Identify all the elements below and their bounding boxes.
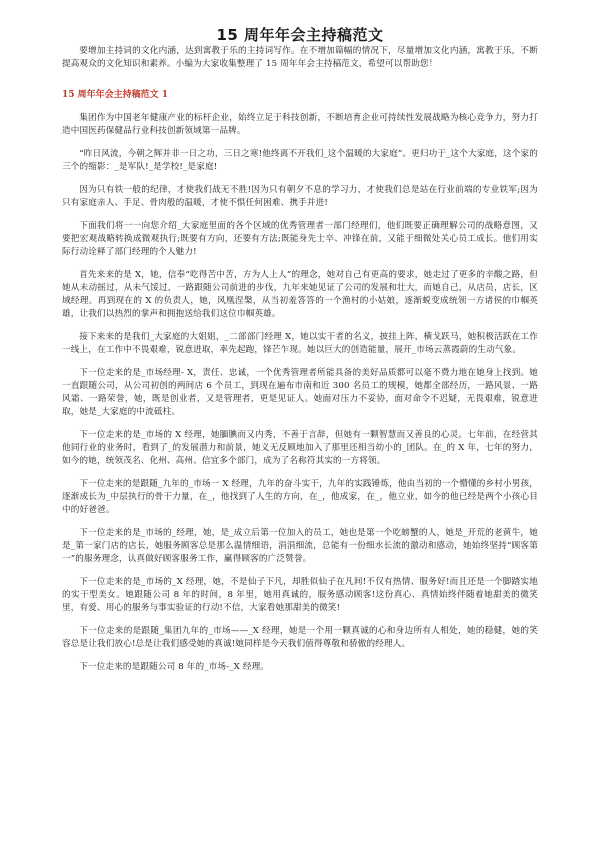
body-paragraph: 下一位走来的是跟随_集团九年的_市场——_X 经理，她是一个用一颗真诚的心和身边所有人相处，她的稳健，她的笑容总是让我们放心!总是让我们感受她的真诚!她同样是今天我们值得尊敬和骄傲的经理人。 [62, 626, 538, 649]
body-paragraph: 下一位走来的是_市场经理- X，责任、忠诚，一个优秀管理者所能具备的美好品质都可以毫不费力地在她身上找到。她一直跟随公司，从公司初创的两间店 6 个员工，到现在遍布市南和近 300 名员工的规模，她都全部经历，一路风景、一路风霜、一路荣誉，她，既是创业者，又是管理者，更是见证人。她面对压力不妥协，面对命令不迟疑，无畏艰难，锐意进取，她是_大家庭的中流砥柱。 [62, 368, 538, 417]
body-paragraph: 下面我们将一一向您介绍_大家庭里面的各个区域的优秀管理者一部门经理们，他们既要正确理解公司的战略意图，又要把宏观战略转换成微观执行;既要有方向，还要有方法;既能身先士卒、冲锋在前，又能于细微处关心员工成长。他们用实际行动诠释了部门经理的个人魅力! [62, 221, 538, 257]
body-paragraph: 下一位走来的是跟随_九年的_市场一 X 经理，九年的奋斗实干，九年的实践锤炼，他由当初的一个懵懂的乡村小男孩，逐渐成长为_中层执行的骨干力量，在_，他找到了人生的方向，在_，他成家，在_，他立业，如今的他已经是两个小孩心目中的好爸爸。 [62, 479, 538, 515]
body-paragraph: “昨日风流，今朝之辉并非一日之功，三日之寒!他终离不开我们_这个温暖的大家庭”。更归功于_这个大家庭，这个家的三个的缩影：_是军队!_是学校!_是家庭! [62, 149, 538, 172]
body-paragraph: 首先来来的是 X，她，信奉“吃得苦中苦，方为人上人”的理念，她对自己有更高的要求，她走过了更多的辛酸之路，但她从未动摇过，从未气馁过，一路跟随公司前进的步伐，九年来她见证了公司的发展和壮大，而她自己，从店员，店长，区域经理。再到现在的 X 的负责人，她，风凰涅槃，从当初羞答答的一个渔村的小姑娘，逐渐蜕变成统领一方诸侯的巾帼英雄，让我们以热烈的掌声和拥抱送给我们这位巾帼英雄。 [62, 270, 538, 319]
intro-paragraph: 要增加主持词的文化内涵，达到寓教于乐的主持词写作。在不增加篇幅的情况下，尽量增加文化内涵，寓教于乐，不断提高观众的文化知识和素养。小编为大家收集整理了 15 周年年会主持稿范文，希望可以帮助您！ [62, 46, 538, 69]
body-paragraph: 因为只有铁一般的纪律，才使我们战无不胜!因为只有朝夕不息的学习力，才使我们总是站在行业前端的专业铁军;因为只有家庭亲人、手足、骨肉般的温暖，才使不惧任何困难、携手并进! [62, 185, 538, 208]
body-paragraph: 下一位走来的是跟随公司 8 年的_市场-_X 经理。 [79, 662, 270, 672]
body-paragraph: 下一位走来的是_市场的_经理，她，是_成立后第一位加入的员工，她也是第一个吃螃蟹的人，她是_开荒的老黄牛，她是_第一家门店的店长，她服务顾客总是那么温情细语，涓涓细流，总能有一份细水长流的激动和感动，她始终坚持“顾客第一”的服务理念，认真做好顾客服务工作，赢得顾客的广泛赞誉。 [62, 528, 538, 564]
body-paragraph: 接下来来的是我们_大家庭的大姐姐，_二部部门经理 X，她以实干者的名义，披挂上阵，横戈跃马，她积极活跃在工作一线上，在工作中不畏艰难，锐意进取，率先起跑，锋芒乍现。她以巨大的创造能量，展开_市场云蒸霞蔚的生动气象。 [62, 332, 538, 355]
body-paragraph: 下一位走来的是_市场的_X 经理，她，不是仙子下凡，却胜似仙子在凡间!不仅有热情、服务好!而且还是一个脚踏实地的实干型美女。她跟随公司 8 年的时间，8 年里，她用真诚的，服务感动顾客!这份真心、真情始终伴随着她甜美的微笑里，有爱、用心的服务与事实验证的行动!不信，大家看她那甜美的微笑! [62, 577, 538, 613]
body-paragraph: 集团作为中国老年健康产业的标杆企业，始终立足于科技创新，不断培育企业可持续性发展战略为核心竞争力，努力打造中国医药保健品行业科技创新领域第一品牌。 [62, 113, 538, 136]
document-title: 15 周年年会主持稿范文 [216, 26, 384, 44]
body-paragraph: 下一位走来的是_市场的 X 经理，她腼腆而又内秀，不善于言辞，但她有一颗智慧而又善良的心灵。七年前，在经营其他同行业的业务时，看到了_的发展潜力和前景，她义无反顾地加入了那里还相当幼小的_团队。在_的 X 年，七年的努力，如今的她，统领茂名、化州、高州、信宜多个部门，成为了名称符其实的一方将领。 [62, 430, 538, 466]
section-heading: 15 周年年会主持稿范文 1 [62, 90, 169, 100]
